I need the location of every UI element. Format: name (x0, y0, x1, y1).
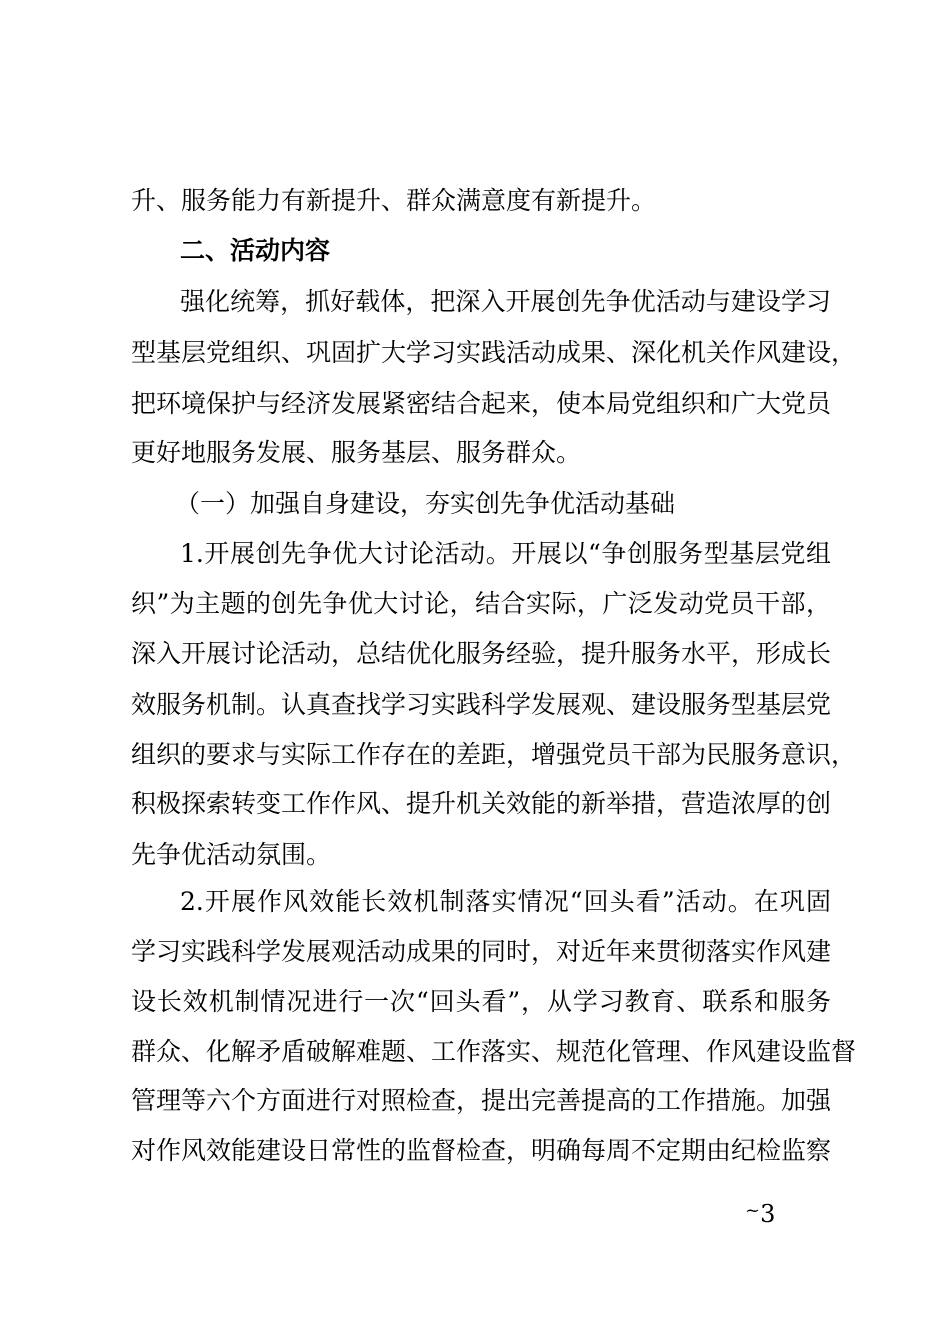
paragraph-text-line: 效服务机制。认真查找学习实践科学发展观、建设服务型基层党 (131, 690, 832, 719)
paragraph-text-line: 设长效机制情况进行一次“回头看”，从学习教育、联系和服务 (131, 987, 831, 1016)
page-number-prefix: ~ (745, 1200, 761, 1221)
paragraph-text-line: 2.开展作风效能长效机制落实情况“回头看”活动。在巩固 (180, 887, 831, 916)
section-heading: 二、活动内容 (180, 236, 331, 265)
paragraph-text-line: 先争优活动氛围。 (131, 840, 332, 869)
subsection-heading: （一）加强自身建设，夯实创先争优活动基础 (175, 489, 676, 518)
paragraph-text-line: 更好地服务发展、服务基层、服务群众。 (131, 438, 582, 467)
paragraph-text-line: 群众、化解矛盾破解难题、工作落实、规范化管理、作风建设监督 (131, 1037, 857, 1066)
paragraph-text-line: 组织的要求与实际工作存在的差距，增强党员干部为民服务意识， (131, 740, 857, 769)
paragraph-text-line: 1.开展创先争优大讨论活动。开展以“争创服务型基层党组 (180, 539, 831, 568)
paragraph-text-line: 升、服务能力有新提升、群众满意度有新提升。 (131, 186, 657, 215)
page-number-value: 3 (760, 1200, 776, 1228)
paragraph-text-line: 管理等六个方面进行对照检查，提出完善提高的工作措施。加强 (131, 1086, 832, 1115)
paragraph-text-line: 对作风效能建设日常性的监督检查，明确每周不定期由纪检监察 (131, 1136, 832, 1165)
paragraph-text-line: 积极探索转变工作作风、提升机关效能的新举措，营造浓厚的创 (131, 789, 832, 818)
paragraph-text-line: 把环境保护与经济发展紧密结合起来，使本局党组织和广大党员 (131, 389, 832, 418)
paragraph-text-line: 强化统筹，抓好载体，把深入开展创先争优活动与建设学习 (180, 287, 831, 316)
page-number (745, 1196, 775, 1229)
paragraph-text-line: 学习实践科学发展观活动成果的同时，对近年来贯彻落实作风建 (131, 937, 832, 966)
paragraph-text-line: 织”为主题的创先争优大讨论，结合实际，广泛发动党员干部， (131, 589, 831, 618)
paragraph-text-line: 深入开展讨论活动，总结优化服务经验，提升服务水平，形成长 (131, 639, 832, 668)
paragraph-text-line: 型基层党组织、巩固扩大学习实践活动成果、深化机关作风建设， (131, 338, 857, 367)
